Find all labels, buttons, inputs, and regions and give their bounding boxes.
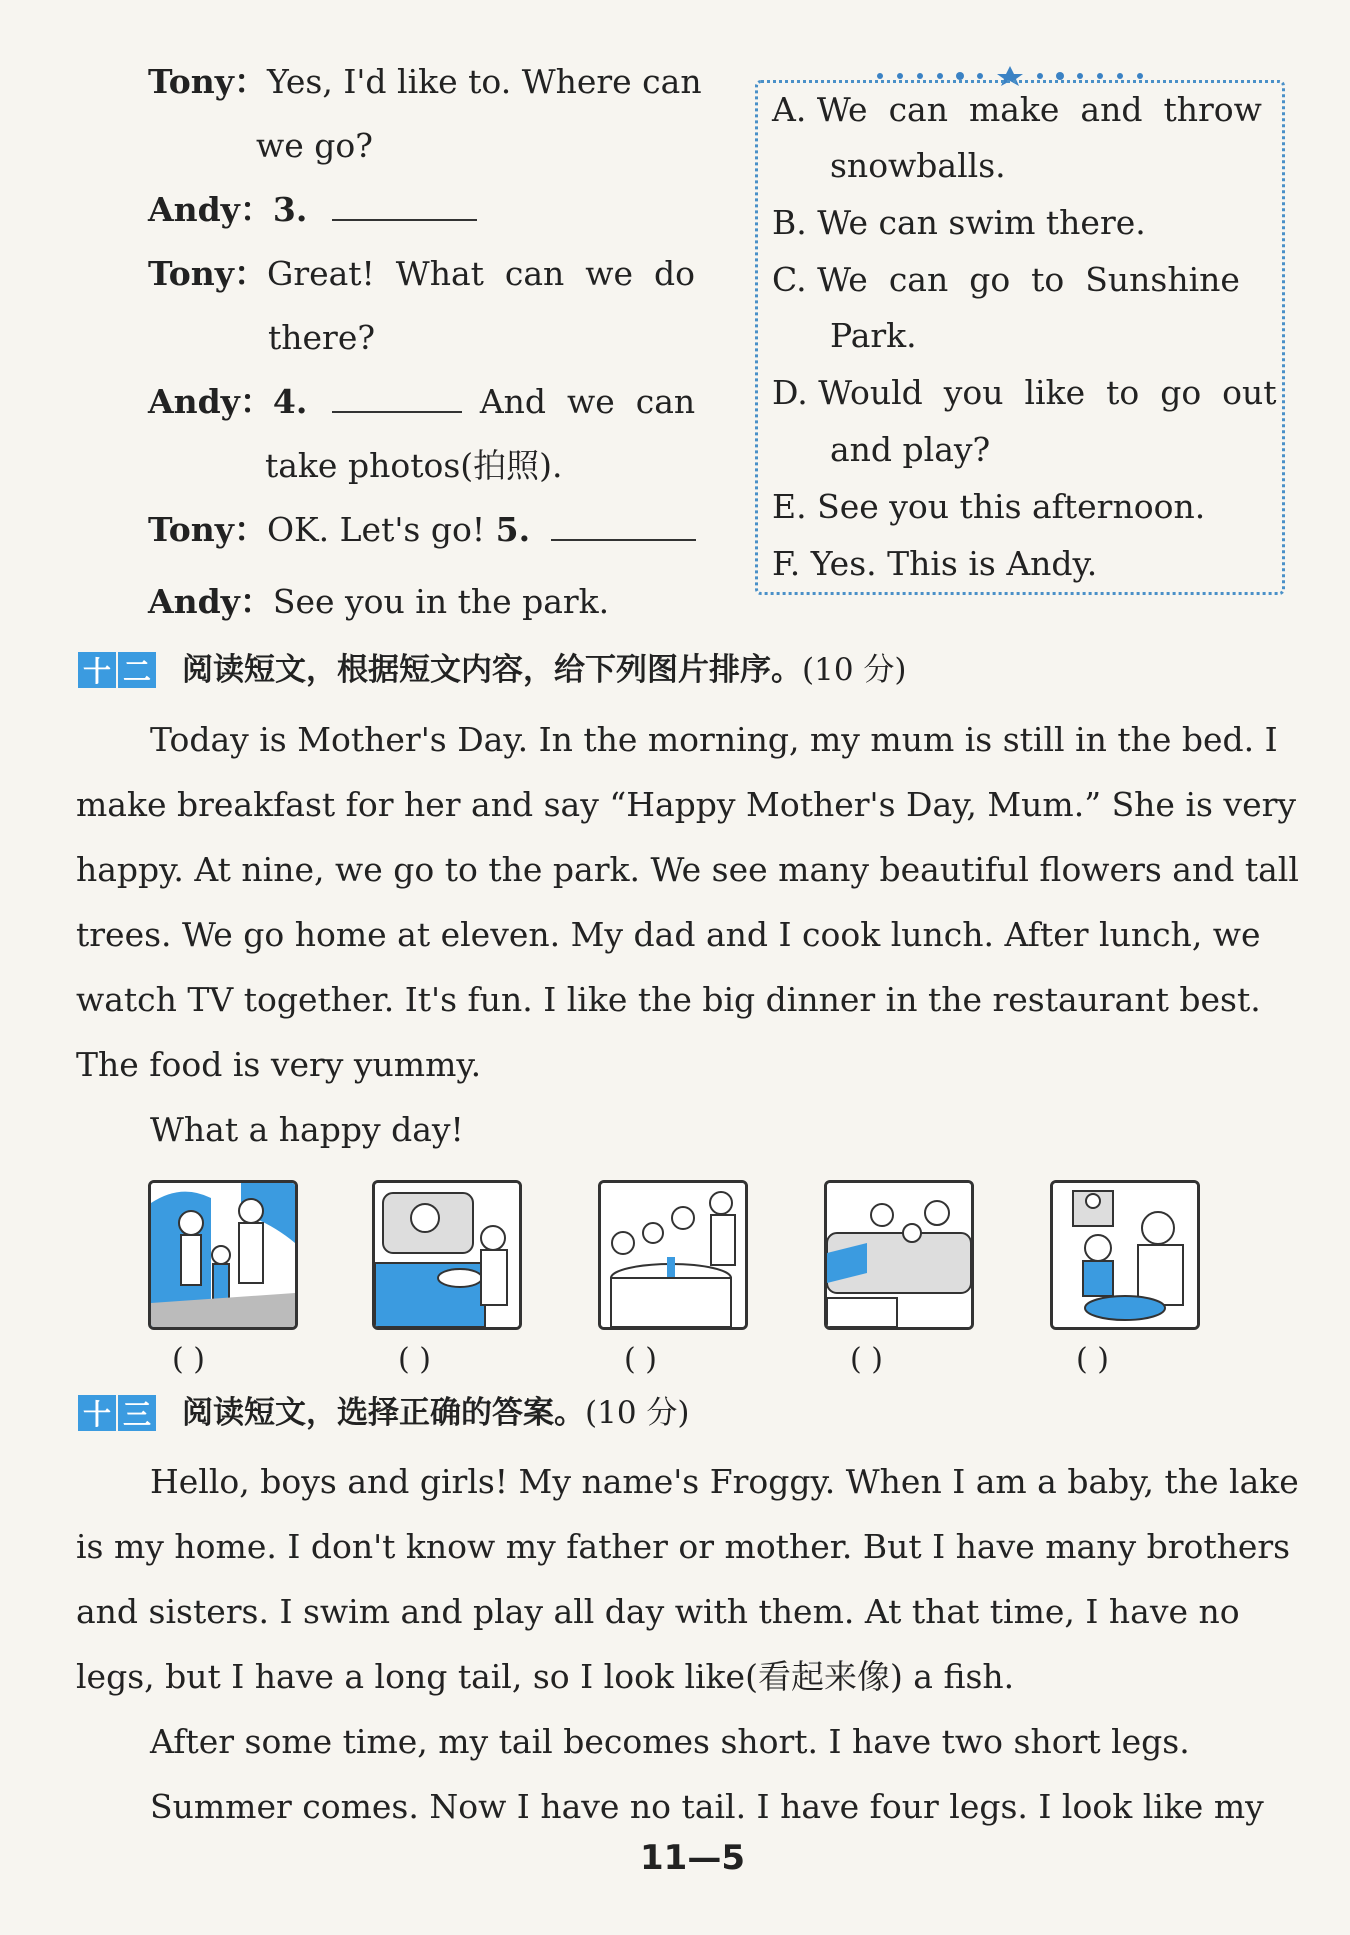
breakfast-in-bed-picture [372, 1180, 522, 1330]
option-c [772, 260, 1240, 300]
option-b [772, 203, 1146, 243]
answer-paren[interactable]: ( ) [172, 1342, 205, 1377]
section-score: (10 分) [802, 652, 907, 688]
passage-line: Hello, boys and girls! My name's Froggy. When I am a baby, the lake [150, 1462, 1299, 1501]
dialogue-line-9 [148, 582, 609, 622]
option-text: Would you like to go out [818, 373, 1277, 412]
speaker-name: Tony [148, 254, 234, 293]
badge-char: 十 [78, 652, 116, 688]
speaker-sep: ： [233, 254, 267, 293]
section-title-text: 阅读短文，根据短文内容，给下列图片排序。 [182, 652, 802, 688]
answer-blank-5[interactable] [551, 511, 696, 541]
option-letter: C. [772, 260, 807, 299]
answer-blank-3[interactable] [332, 191, 477, 221]
section-13-badge [78, 1395, 158, 1435]
question-number: 4. [272, 382, 308, 421]
speaker-sep: ： [233, 62, 267, 101]
dialogue-text: See you in the park. [272, 582, 610, 621]
option-letter: E. [772, 487, 807, 526]
speaker-name: Andy [148, 582, 240, 621]
dialogue-line-5 [268, 318, 375, 358]
option-letter: D. [772, 373, 808, 412]
speaker-name: Andy [148, 190, 240, 229]
option-letter: B. [772, 203, 807, 242]
answer-paren[interactable]: ( ) [1076, 1342, 1109, 1377]
passage-line: After some time, my tail becomes short. I have two short legs. [150, 1722, 1190, 1761]
cooking-lunch-picture [1050, 1180, 1200, 1330]
watching-tv-sofa-picture [824, 1180, 974, 1330]
dialogue-line-2 [256, 126, 373, 166]
section-12-badge [78, 652, 158, 692]
section-12-title [182, 650, 907, 690]
badge-char: 三 [118, 1395, 156, 1431]
option-f [772, 544, 1097, 584]
option-text: and play? [830, 430, 991, 469]
answer-paren[interactable]: ( ) [624, 1342, 657, 1377]
section-score: (10 分) [585, 1395, 690, 1431]
dialogue-line-1 [148, 62, 702, 102]
restaurant-dinner-picture [598, 1180, 748, 1330]
dialogue-line-4 [148, 254, 695, 294]
speaker-sep: ： [239, 582, 273, 621]
speaker-name: Tony [148, 62, 234, 101]
dialogue-line-7 [265, 446, 563, 486]
passage-line: trees. We go home at eleven. My dad and I cook lunch. After lunch, we [76, 915, 1261, 954]
dialogue-text: And we can [479, 382, 696, 421]
passage-line: happy. At nine, we go to the park. We see many beautiful flowers and tall [76, 850, 1299, 889]
option-d [772, 373, 1277, 413]
option-text: We can make and throw [816, 90, 1262, 129]
speaker-sep: ： [239, 382, 273, 421]
option-d-cont [830, 430, 990, 470]
option-a-cont [830, 146, 1006, 186]
section-title-text: 阅读短文，选择正确的答案。 [182, 1395, 585, 1431]
option-text: See you this afternoon. [817, 487, 1206, 526]
page-number: 11—5 [640, 1838, 745, 1878]
dialogue-text: we go? [256, 126, 373, 165]
badge-char: 十 [78, 1395, 116, 1431]
dialogue-text: OK. Let's go! [266, 510, 486, 549]
dialogue-line-8 [148, 510, 696, 550]
option-text: snowballs. [830, 146, 1006, 185]
option-a [772, 90, 1262, 130]
option-letter: A. [772, 90, 807, 129]
dialogue-text: take photos(拍照). [265, 446, 563, 485]
dialogue-text: Yes, I'd like to. Where can [266, 62, 702, 101]
option-text: Yes. This is Andy. [810, 544, 1098, 583]
option-text: We can swim there. [817, 203, 1146, 242]
answer-blank-4[interactable] [332, 383, 462, 413]
question-number: 5. [495, 510, 531, 549]
passage-line: What a happy day! [150, 1110, 464, 1149]
passage-line: watch TV together. It's fun. I like the big dinner in the restaurant best. [76, 980, 1261, 1019]
badge-char: 二 [118, 652, 156, 688]
option-letter: F. [772, 544, 801, 583]
passage-line: The food is very yummy. [76, 1045, 482, 1084]
passage-line: Summer comes. Now I have no tail. I have four legs. I look like my [150, 1787, 1264, 1826]
option-text: We can go to Sunshine [817, 260, 1240, 299]
section-13-title [182, 1393, 690, 1433]
dialogue-text: there? [268, 318, 376, 357]
option-c-cont [830, 316, 917, 356]
speaker-sep: ： [233, 510, 267, 549]
speaker-name: Tony [148, 510, 234, 549]
family-walking-park-picture [148, 1180, 298, 1330]
speaker-name: Andy [148, 382, 240, 421]
question-number: 3. [272, 190, 308, 229]
option-e [772, 487, 1205, 527]
passage-line: make breakfast for her and say “Happy Mother's Day, Mum.” She is very [76, 785, 1297, 824]
dialogue-text: Great! What can we do [266, 254, 696, 293]
dialogue-line-3 [148, 190, 477, 230]
dialogue-line-6 [148, 382, 695, 422]
answer-paren[interactable]: ( ) [398, 1342, 431, 1377]
speaker-sep: ： [239, 190, 273, 229]
option-text: Park. [830, 316, 917, 355]
passage-line: Today is Mother's Day. In the morning, my mum is still in the bed. I [150, 720, 1278, 759]
passage-line: is my home. I don't know my father or mother. But I have many brothers [76, 1527, 1291, 1566]
passage-line: and sisters. I swim and play all day with them. At that time, I have no [76, 1592, 1240, 1631]
passage-line: legs, but I have a long tail, so I look like(看起来像) a fish. [76, 1657, 1015, 1696]
answer-paren[interactable]: ( ) [850, 1342, 883, 1377]
